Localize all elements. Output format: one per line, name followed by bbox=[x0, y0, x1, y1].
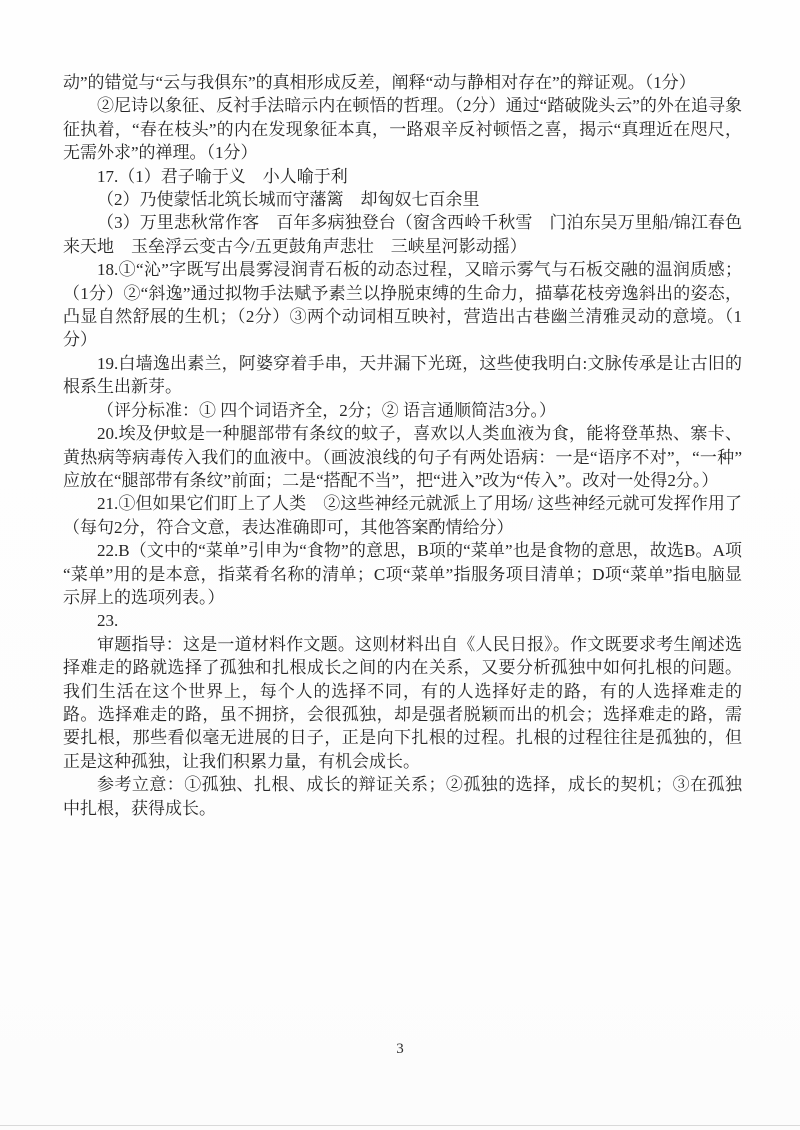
answer-23-guidance: 审题指导：这是一道材料作文题。这则材料出自《人民日报》。作文既要求考生阐述选择难走的路就选择了孤独和扎根成长之间的内在关系，又要分析孤独中如何扎根的问题。我们生活在这个世界上，每个人的选择不同，有的人选择好走的路，有的人选择难走的路。选择难走的路，虽不拥挤，会很孤独，却是强者脱颖而出的机会；选择难走的路，需要扎根，那些看似毫无进展的日子，正是向下扎根的过程。扎根的过程往往是孤独的，但正是这种孤独，让我们积累力量，有机会成长。 bbox=[63, 634, 742, 771]
answer-23-reference-ideas: 参考立意：①孤独、扎根、成长的辩证关系；②孤独的选择，成长的契机；③在孤独中扎根，获得成长。 bbox=[63, 775, 742, 818]
answer-16-point-2: ②尼诗以象征、反衬手法暗示内在顿悟的哲理。（2分）通过“踏破陇头云”的外在追寻象征执着，“春在枝头”的内在发现象征本真，一路艰辛反衬顿悟之喜，揭示“真理近在咫尺，无需外求”的禅理。（1分） bbox=[63, 96, 742, 163]
page-number: 3 bbox=[396, 1041, 404, 1057]
answer-16-continuation: 动”的错觉与“云与我俱东”的真相形成反差，阐释“动与静相对存在”的辩证观。（1分） bbox=[63, 73, 696, 92]
answers-text-block bbox=[63, 71, 742, 820]
answer-17-item-2: （2）乃使蒙恬北筑长城而守藩篱 却匈奴七百余里 bbox=[97, 190, 480, 210]
answer-17-item-1: 17.（1）君子喻于义 小人喻于利 bbox=[97, 166, 348, 186]
page-bottom-divider bbox=[0, 1125, 800, 1126]
answer-20: 20.埃及伊蚊是一种腿部带有条纹的蚊子，喜欢以人类血液为食，能将登革热、寨卡、黄热病等病毒传入我们的血液中。（画波浪线的句子有两处语病：一是“语序不对”，“一种”应放在“腿部带有条纹”前面；二是“搭配不当”，把“进入”改为“传入”。改对一处得2分。） bbox=[63, 424, 742, 490]
answer-17-item-3: （3）万里悲秋常作客 百年多病独登台（窗含西岭千秋雪 门泊东吴万里船/锦江春色来天地 玉垒浮云变古今/五更鼓角声悲壮 三峡星河影动摇） bbox=[63, 213, 742, 256]
answer-19: 19.白墙逸出素兰，阿婆穿着手串，天井漏下光斑，这些使我明白:文脉传承是让古旧的根系生出新芽。 bbox=[63, 353, 742, 397]
answer-18: 18.①“沁”字既写出晨雾浸润青石板的动态过程，又暗示雾气与石板交融的温润质感；（1分）②“斜逸”通过拟物手法赋予素兰以挣脱束缚的生命力，描摹花枝旁逸斜出的姿态，凸显自然舒展的生机；（2分）③两个动词相互映衬，营造出古巷幽兰清雅灵动的意境。（1分） bbox=[63, 260, 742, 350]
answer-23-number: 23. bbox=[97, 611, 119, 631]
answer-19-scoring-criteria: （评分标准：① 四个词语齐全，2分；② 语言通顺简洁3分。） bbox=[97, 400, 556, 420]
answer-22: 22.B（文中的“菜单”引申为“食物”的意思，B项的“菜单”也是食物的意思，故选B。A项“菜单”用的是本意，指菜肴名称的清单；C项“菜单”指服务项目清单；D项“菜单”指电脑显示屏上的选项列表。） bbox=[63, 541, 742, 607]
answer-21: 21.①但如果它们盯上了人类 ②这些神经元就派上了用场/ 这些神经元就可发挥作用了（每句2分，符合文意，表达准确即可，其他答案酌情给分） bbox=[63, 494, 742, 537]
